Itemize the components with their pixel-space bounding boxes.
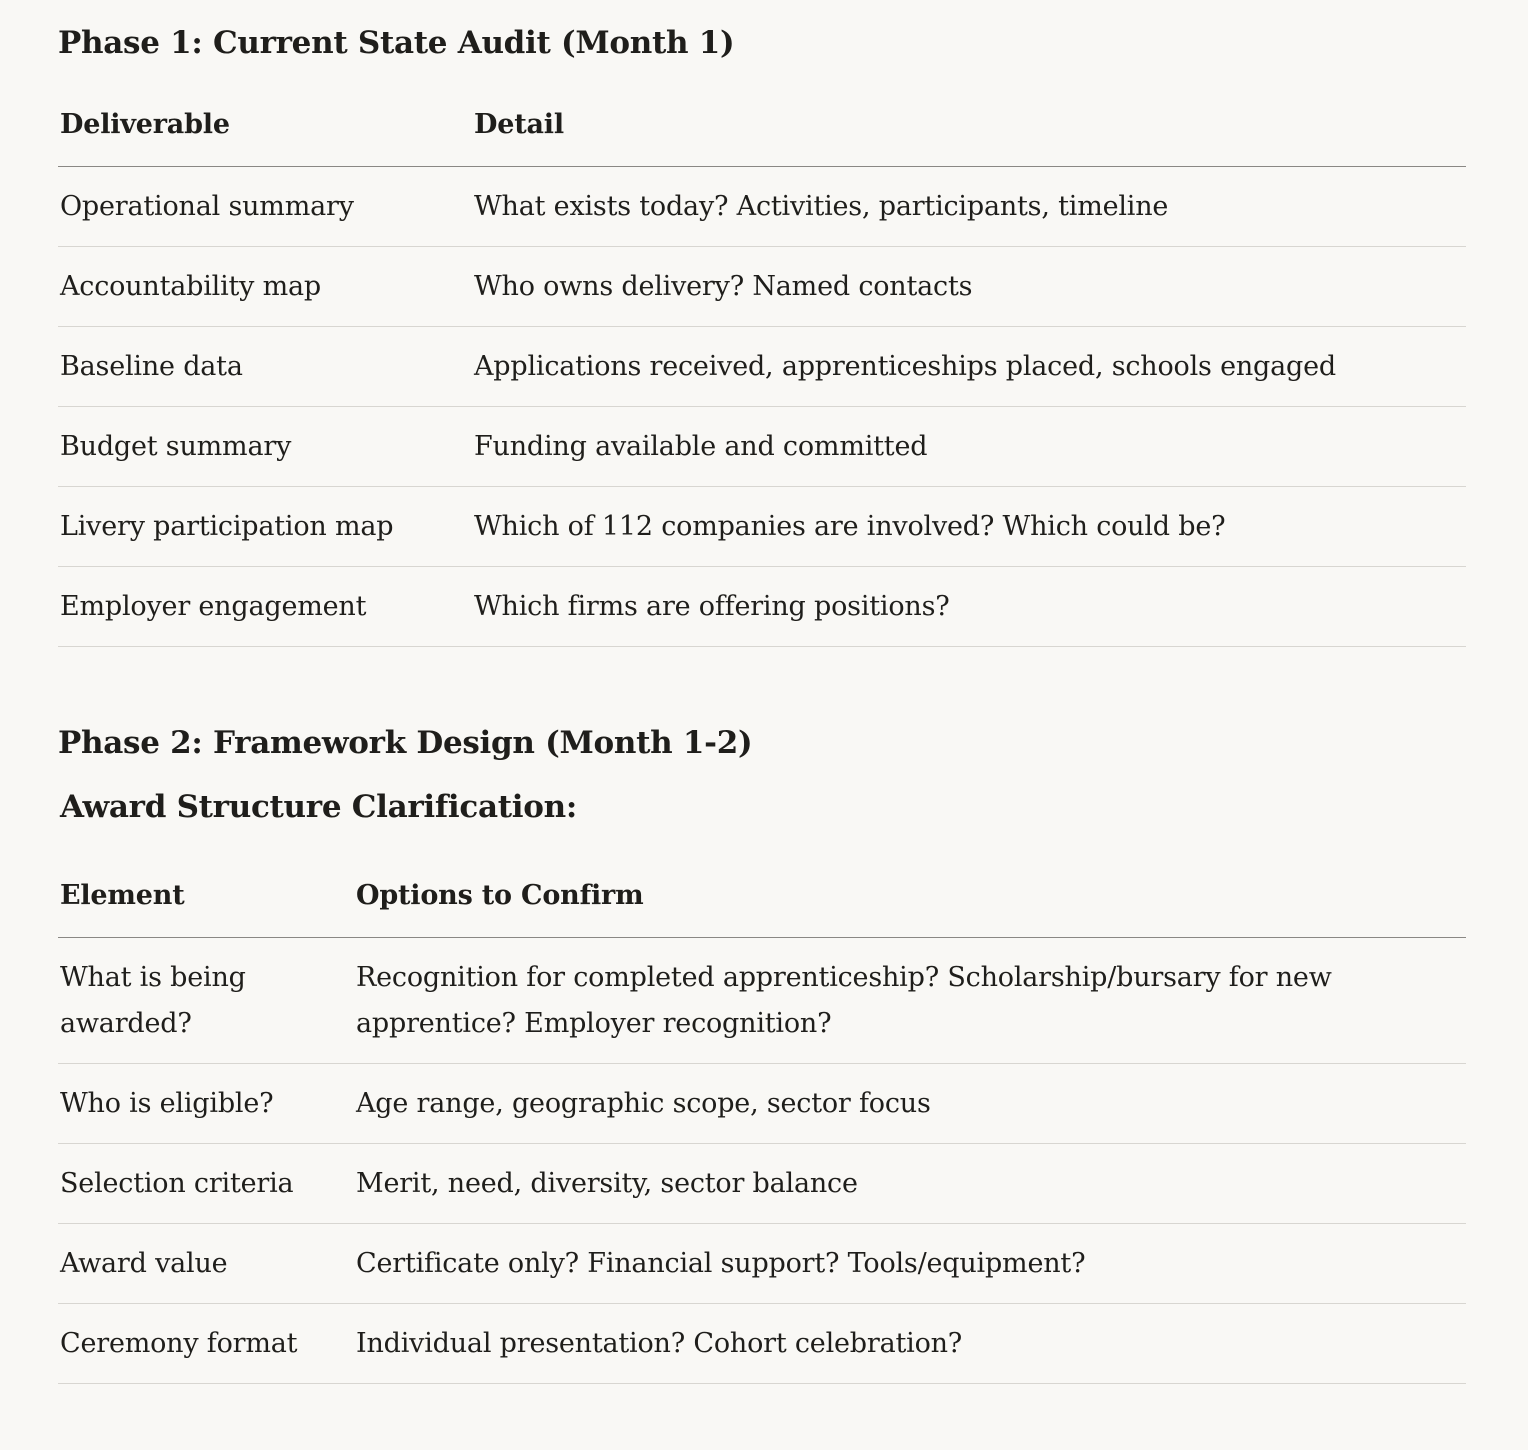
table-row	[58, 1304, 1466, 1384]
table-row	[58, 247, 1466, 327]
column-header-element: Element	[58, 854, 354, 938]
options-cell: Age range, geographic scope, sector focus	[354, 1064, 1466, 1144]
deliverable-cell: Operational summary	[58, 167, 472, 247]
table-row	[58, 1064, 1466, 1144]
table-row	[58, 487, 1466, 567]
deliverable-cell: Employer engagement	[58, 567, 472, 647]
options-cell: Certificate only? Financial support? Tools/equipment?	[354, 1224, 1466, 1304]
phase1-heading: Phase 1: Current State Audit (Month 1)	[58, 25, 735, 61]
table-row	[58, 407, 1466, 487]
table-row	[58, 938, 1466, 1064]
options-cell: Recognition for completed apprenticeship? Scholarship/bursary for new apprentice? Employer recognition?	[354, 938, 1466, 1064]
phase1-table	[58, 83, 1466, 647]
table-header-row	[58, 854, 1466, 938]
table-row	[58, 327, 1466, 407]
deliverable-cell: Accountability map	[58, 247, 472, 327]
phase2-subheading: Award Structure Clarification:	[60, 789, 578, 825]
options-cell: Individual presentation? Cohort celebration?	[354, 1304, 1466, 1384]
column-header-deliverable: Deliverable	[58, 83, 472, 167]
element-cell: Selection criteria	[58, 1144, 354, 1224]
table-row	[58, 567, 1466, 647]
table-row	[58, 1224, 1466, 1304]
detail-cell: Applications received, apprenticeships placed, schools engaged	[472, 327, 1466, 407]
element-cell: Award value	[58, 1224, 354, 1304]
column-header-detail: Detail	[472, 83, 1466, 167]
detail-cell: What exists today? Activities, participants, timeline	[472, 167, 1466, 247]
detail-cell: Which of 112 companies are involved? Which could be?	[472, 487, 1466, 567]
detail-cell: Who owns delivery? Named contacts	[472, 247, 1466, 327]
element-cell: Ceremony format	[58, 1304, 354, 1384]
options-cell: Merit, need, diversity, sector balance	[354, 1144, 1466, 1224]
element-cell: What is being awarded?	[58, 938, 354, 1064]
table-row	[58, 1144, 1466, 1224]
element-cell: Who is eligible?	[58, 1064, 354, 1144]
table-row	[58, 167, 1466, 247]
table-header-row	[58, 83, 1466, 167]
column-header-options: Options to Confirm	[354, 854, 1466, 938]
deliverable-cell: Budget summary	[58, 407, 472, 487]
phase2-heading: Phase 2: Framework Design (Month 1-2)	[58, 725, 753, 761]
deliverable-cell: Livery participation map	[58, 487, 472, 567]
phase2-table	[58, 854, 1466, 1384]
deliverable-cell: Baseline data	[58, 327, 472, 407]
detail-cell: Funding available and committed	[472, 407, 1466, 487]
detail-cell: Which firms are offering positions?	[472, 567, 1466, 647]
